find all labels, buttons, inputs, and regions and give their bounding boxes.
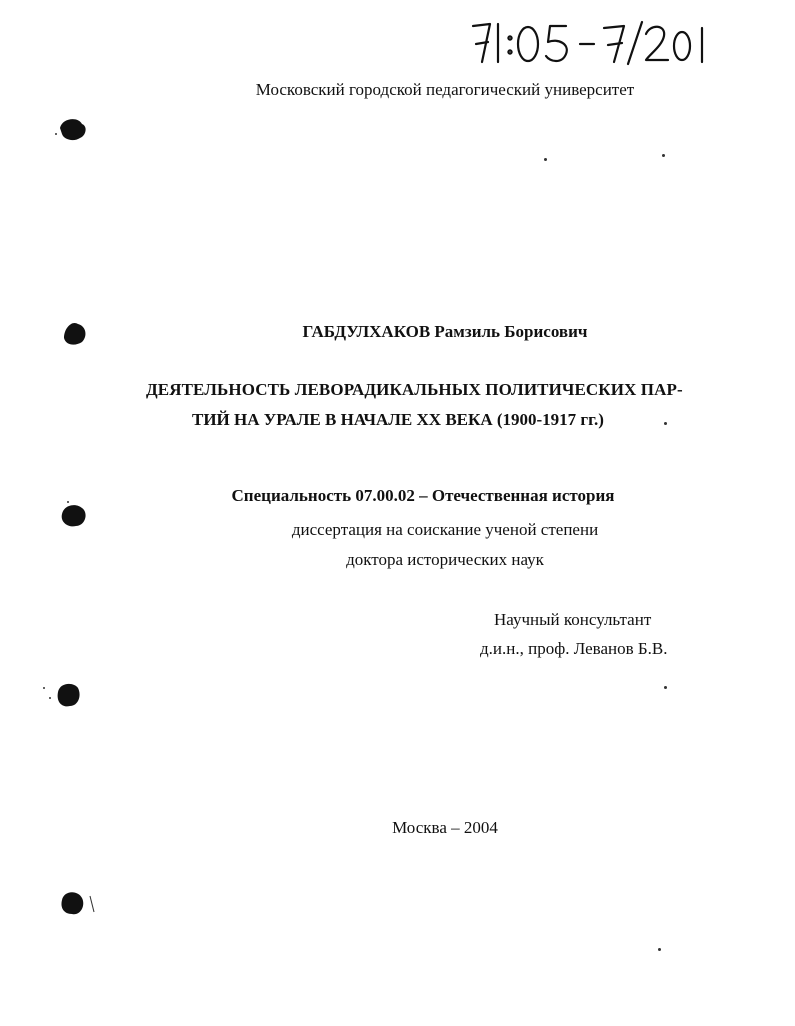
dissertation-title-line-2: ТИЙ НА УРАЛЕ В НАЧАЛЕ XX ВЕКА (1900-1917 гг.) xyxy=(192,410,604,429)
university-name: Московский городской педагогический университет xyxy=(255,80,635,99)
dissertation-title-line-1: ДЕЯТЕЛЬНОСТЬ ЛЕВОРАДИКАЛЬНЫХ ПОЛИТИЧЕСКИХ ПАР- xyxy=(146,380,683,399)
city-year: Москва – 2004 xyxy=(392,818,498,837)
archive-code-handwriting xyxy=(470,18,710,68)
consultant-label: Научный консультант xyxy=(494,610,652,629)
specialty: Специальность 07.00.02 – Отечественная история xyxy=(231,486,615,505)
archive-code xyxy=(470,18,710,68)
scan-speck xyxy=(658,948,661,951)
author-name: ГАБДУЛХАКОВ Рамзиль Борисович xyxy=(302,322,588,341)
scan-speck xyxy=(664,686,667,689)
punch-hole-mark-2 xyxy=(58,316,92,346)
degree-line-1: диссертация на соискание ученой степени xyxy=(291,520,599,539)
scan-speck xyxy=(544,158,547,161)
punch-hole-mark-4 xyxy=(38,676,88,712)
scan-speck xyxy=(662,154,665,157)
punch-hole-mark-3 xyxy=(56,498,92,532)
punch-hole-mark-1 xyxy=(52,114,92,144)
punch-hole-mark-5 xyxy=(56,886,100,922)
consultant-name: д.и.н., проф. Леванов Б.В. xyxy=(480,639,668,658)
degree-line-2: доктора исторических наук xyxy=(346,550,544,569)
scan-speck xyxy=(664,422,667,425)
